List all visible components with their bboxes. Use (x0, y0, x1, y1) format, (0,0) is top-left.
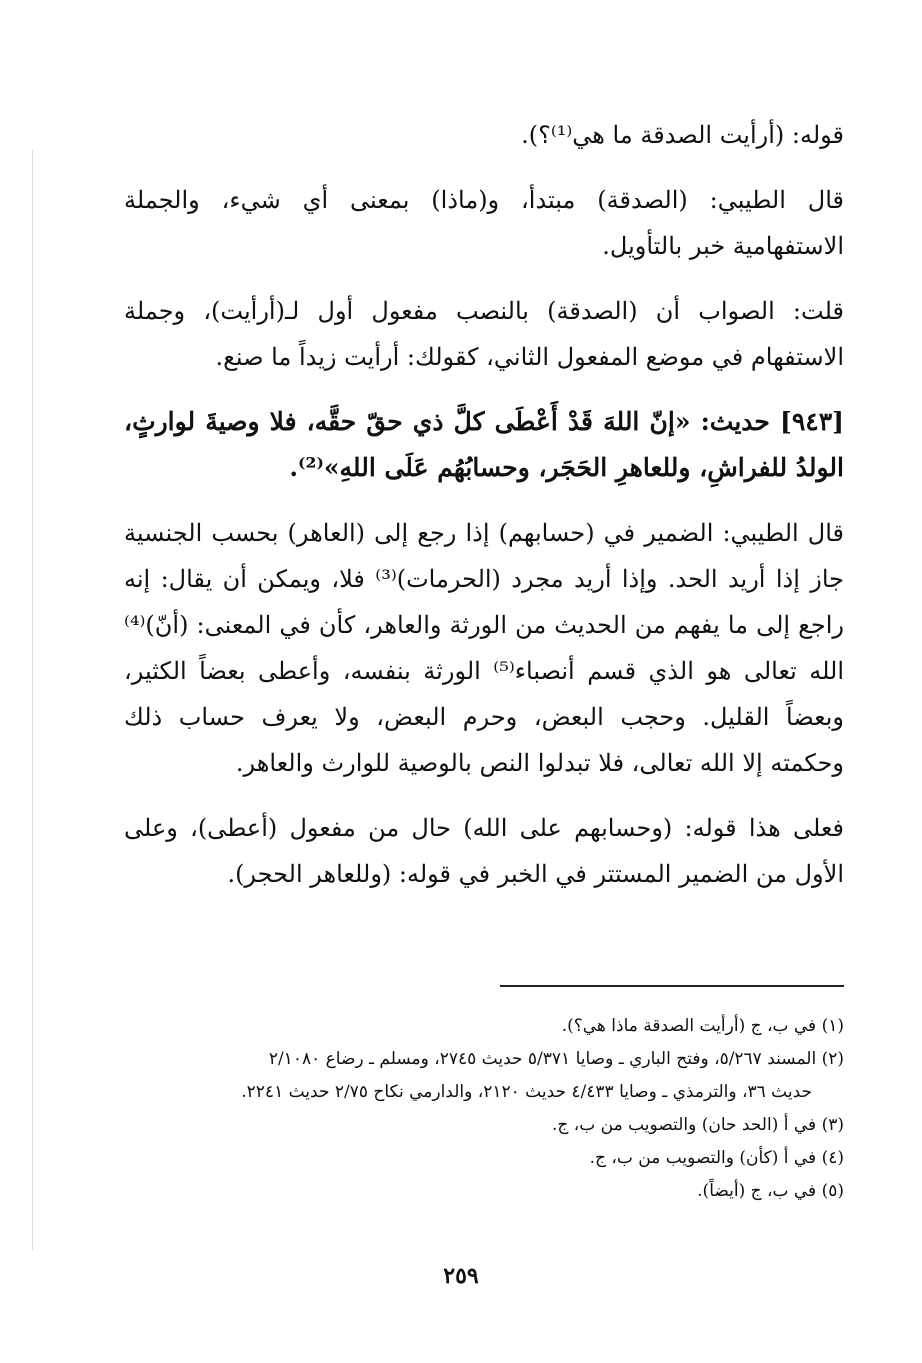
footnote-5: (٥) في ب، ج (أيضاً). (697, 1181, 844, 1201)
footnote-2-continued: حديث ٣٦، والترمذي ـ وصايا ٤/٤٣٣ حديث ٢١٢٠، والدارمي نكاح ٢/٧٥ حديث ٢٢٤١. (241, 1082, 812, 1102)
footnote-4: (٤) في أ (كأن) والتصويب من ب، ج. (589, 1148, 844, 1168)
hadith-943: [٩٤٣] حديث: «إنّ اللهَ قَدْ أَعْطَى كلَّ ذي حقّ حقَّه، فلا وصيةَ لوارثٍ، الولدُ للفراشِ، وللعاهرِ الحَجَر، وحسابُهُم عَلَى اللهِ»⁽²⁾. (124, 407, 844, 482)
paragraph-tibi-damir: قال الطيبي: الضمير في (حسابهم) إذا رجع إلى (العاهر) بحسب الجنسية جاز إذا أريد الحد. وإذا أريد مجرد (الحرمات)⁽³⁾ فلا، ويمكن أن يقال: إنه راجع إلى ما يفهم من الحديث من الورثة والعاهر، كأن في المعنى: (أنّ)⁽⁴⁾ الله تعالى هو الذي قسم أنصباء⁽⁵⁾ الورثة بنفسه، وأعطى بعضاً الكثير، وبعضاً القليل. وحجب البعض، وحرم البعض، ولا يعرف حساب ذلك وحكمته إلا الله تعالى، فلا تبدلوا النص بالوصية للوارث والعاهر. (124, 519, 845, 777)
paragraph-tibi-sadaqa: قال الطيبي: (الصدقة) مبتدأ، و(ماذا) بمعنى أي شيء، والجملة الاستفهامية خبر بالتأويل. (124, 186, 844, 260)
footnote-separator (500, 985, 844, 987)
footnote-1: (١) في ب، ج (أرأيت الصدقة ماذا هي؟). (561, 1016, 844, 1036)
paragraph-quote-sadaqa: قوله: (أرأيت الصدقة ما هي⁽¹⁾؟). (521, 121, 844, 149)
paragraph-qultu: قلت: الصواب أن (الصدقة) بالنصب مفعول أول لـ(أرأيت)، وجملة الاستفهام في موضع المفعول الثاني، كقولك: أرأيت زيداً ما صنع. (124, 297, 844, 371)
footnotes (124, 1010, 844, 1208)
main-text (124, 112, 844, 916)
footnote-3: (٣) في أ (الحد حان) والتصويب من ب، ج. (551, 1115, 844, 1135)
paragraph-conclusion: فعلى هذا قوله: (وحسابهم على الله) حال من مفعول (أعطى)، وعلى الأول من الضمير المستتر في الخبر في قوله: (وللعاهر الحجر). (124, 814, 844, 888)
scan-margin-line (32, 150, 33, 1250)
page-number: ٢٥٩ (443, 1263, 479, 1289)
footnote-2: (٢) المسند ٥/٢٦٧، وفتح الباري ـ وصايا ٥/٣٧١ حديث ٢٧٤٥، ومسلم ـ رضاع ٢/١٠٨٠ (268, 1049, 844, 1069)
